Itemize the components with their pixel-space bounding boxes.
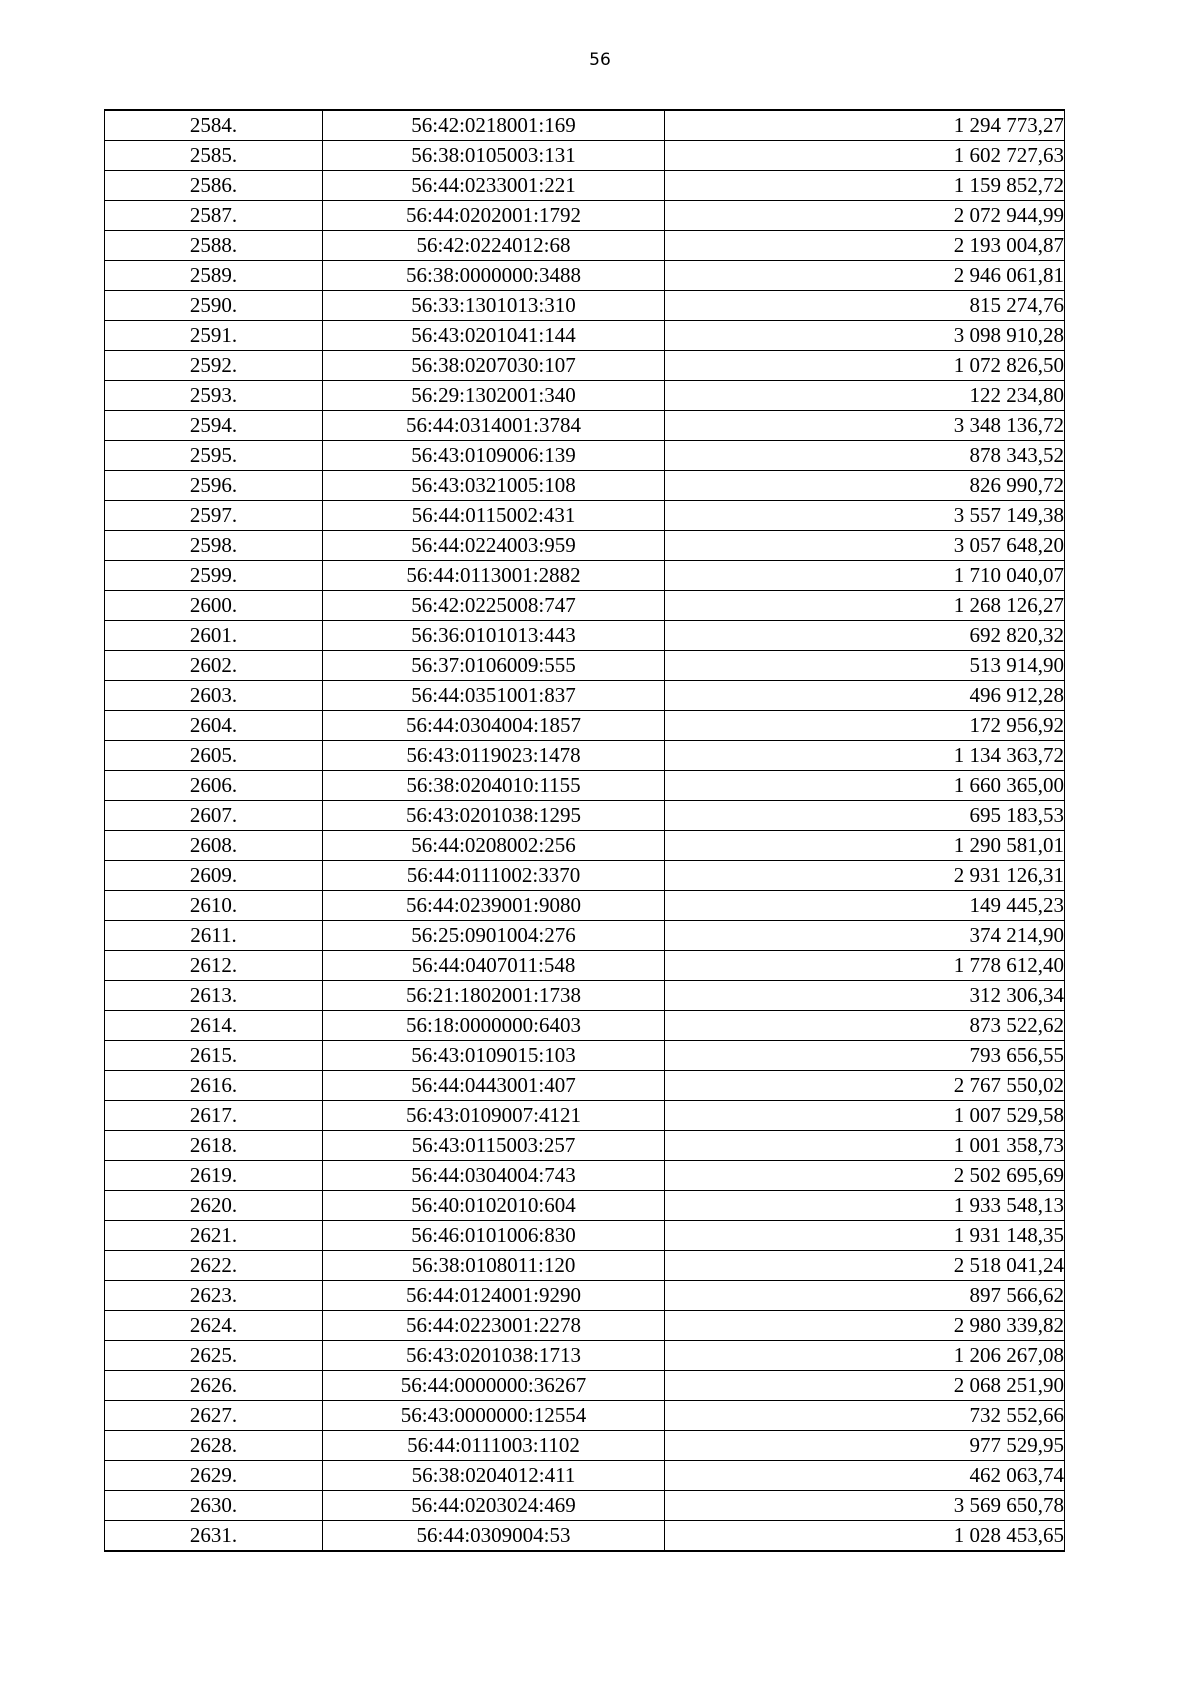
table-row: [105, 110, 1065, 141]
table-row: [105, 741, 1065, 771]
cadastral-value-cell: 695 183,53: [665, 801, 1065, 831]
table-body: [105, 110, 1065, 1551]
cadastral-value-cell: 3 557 149,38: [665, 501, 1065, 531]
cadastral-number-cell: 56:38:0000000:3488: [323, 261, 665, 291]
cadastral-number-cell: 56:21:1802001:1738: [323, 981, 665, 1011]
table-row: [105, 441, 1065, 471]
table-row: [105, 231, 1065, 261]
table-row: [105, 411, 1065, 441]
cadastral-value-cell: 1 001 358,73: [665, 1131, 1065, 1161]
cadastral-number-cell: 56:44:0304004:1857: [323, 711, 665, 741]
cadastral-value-cell: 149 445,23: [665, 891, 1065, 921]
table-row: [105, 621, 1065, 651]
cadastral-number-cell: 56:46:0101006:830: [323, 1221, 665, 1251]
table-row: [105, 1251, 1065, 1281]
cadastral-value-cell: 2 072 944,99: [665, 201, 1065, 231]
cadastral-number-cell: 56:44:0113001:2882: [323, 561, 665, 591]
row-number-cell: 2606.: [105, 771, 323, 801]
cadastral-value-cell: 2 518 041,24: [665, 1251, 1065, 1281]
row-number-cell: 2616.: [105, 1071, 323, 1101]
cadastral-value-cell: 1 268 126,27: [665, 591, 1065, 621]
cadastral-value-cell: 1 778 612,40: [665, 951, 1065, 981]
table-row: [105, 321, 1065, 351]
row-number-cell: 2600.: [105, 591, 323, 621]
cadastral-value-cell: 692 820,32: [665, 621, 1065, 651]
table-row: [105, 261, 1065, 291]
cadastral-value-cell: 1 072 826,50: [665, 351, 1065, 381]
cadastral-number-cell: 56:44:0233001:221: [323, 171, 665, 201]
cadastral-number-cell: 56:43:0109015:103: [323, 1041, 665, 1071]
row-number-cell: 2601.: [105, 621, 323, 651]
table-row: [105, 381, 1065, 411]
row-number-cell: 2609.: [105, 861, 323, 891]
cadastral-number-cell: 56:43:0000000:12554: [323, 1401, 665, 1431]
cadastral-value-cell: 1 159 852,72: [665, 171, 1065, 201]
cadastral-value-cell: 878 343,52: [665, 441, 1065, 471]
row-number-cell: 2588.: [105, 231, 323, 261]
row-number-cell: 2618.: [105, 1131, 323, 1161]
row-number-cell: 2628.: [105, 1431, 323, 1461]
row-number-cell: 2586.: [105, 171, 323, 201]
row-number-cell: 2599.: [105, 561, 323, 591]
table-row: [105, 681, 1065, 711]
cadastral-number-cell: 56:38:0108011:120: [323, 1251, 665, 1281]
table-row: [105, 1281, 1065, 1311]
table-row: [105, 1221, 1065, 1251]
table-row: [105, 1131, 1065, 1161]
cadastral-number-cell: 56:44:0224003:959: [323, 531, 665, 561]
row-number-cell: 2595.: [105, 441, 323, 471]
table-row: [105, 471, 1065, 501]
cadastral-value-cell: 897 566,62: [665, 1281, 1065, 1311]
cadastral-number-cell: 56:43:0201038:1713: [323, 1341, 665, 1371]
row-number-cell: 2587.: [105, 201, 323, 231]
table-row: [105, 501, 1065, 531]
table-row: [105, 591, 1065, 621]
row-number-cell: 2610.: [105, 891, 323, 921]
cadastral-number-cell: 56:43:0321005:108: [323, 471, 665, 501]
cadastral-number-cell: 56:36:0101013:443: [323, 621, 665, 651]
row-number-cell: 2602.: [105, 651, 323, 681]
cadastral-number-cell: 56:43:0201041:144: [323, 321, 665, 351]
cadastral-value-cell: 312 306,34: [665, 981, 1065, 1011]
cadastral-number-cell: 56:29:1302001:340: [323, 381, 665, 411]
row-number-cell: 2625.: [105, 1341, 323, 1371]
row-number-cell: 2608.: [105, 831, 323, 861]
table-row: [105, 1431, 1065, 1461]
table-row: [105, 201, 1065, 231]
table-row: [105, 1041, 1065, 1071]
cadastral-number-cell: 56:43:0201038:1295: [323, 801, 665, 831]
cadastral-value-cell: 374 214,90: [665, 921, 1065, 951]
table-row: [105, 981, 1065, 1011]
row-number-cell: 2594.: [105, 411, 323, 441]
table-row: [105, 1491, 1065, 1521]
cadastral-value-cell: 1 290 581,01: [665, 831, 1065, 861]
cadastral-value-cell: 1 931 148,35: [665, 1221, 1065, 1251]
table-row: [105, 1371, 1065, 1401]
cadastral-number-cell: 56:44:0314001:3784: [323, 411, 665, 441]
cadastral-number-cell: 56:33:1301013:310: [323, 291, 665, 321]
cadastral-number-cell: 56:38:0105003:131: [323, 141, 665, 171]
cadastral-value-cell: 172 956,92: [665, 711, 1065, 741]
cadastral-value-cell: 1 206 267,08: [665, 1341, 1065, 1371]
table-row: [105, 801, 1065, 831]
row-number-cell: 2614.: [105, 1011, 323, 1041]
cadastral-number-cell: 56:44:0407011:548: [323, 951, 665, 981]
cadastral-number-cell: 56:38:0204010:1155: [323, 771, 665, 801]
table-row: [105, 891, 1065, 921]
row-number-cell: 2624.: [105, 1311, 323, 1341]
cadastral-value-cell: 2 767 550,02: [665, 1071, 1065, 1101]
table-row: [105, 291, 1065, 321]
table-row: [105, 1101, 1065, 1131]
row-number-cell: 2629.: [105, 1461, 323, 1491]
row-number-cell: 2627.: [105, 1401, 323, 1431]
cadastral-value-cell: 513 914,90: [665, 651, 1065, 681]
cadastral-number-cell: 56:44:0203024:469: [323, 1491, 665, 1521]
row-number-cell: 2589.: [105, 261, 323, 291]
cadastral-value-table: [104, 109, 1065, 1552]
cadastral-number-cell: 56:42:0225008:747: [323, 591, 665, 621]
table-row: [105, 1011, 1065, 1041]
cadastral-number-cell: 56:44:0223001:2278: [323, 1311, 665, 1341]
cadastral-number-cell: 56:38:0207030:107: [323, 351, 665, 381]
row-number-cell: 2584.: [105, 110, 323, 141]
cadastral-value-cell: 2 946 061,81: [665, 261, 1065, 291]
row-number-cell: 2631.: [105, 1521, 323, 1552]
cadastral-number-cell: 56:44:0202001:1792: [323, 201, 665, 231]
cadastral-number-cell: 56:44:0111002:3370: [323, 861, 665, 891]
row-number-cell: 2603.: [105, 681, 323, 711]
cadastral-number-cell: 56:18:0000000:6403: [323, 1011, 665, 1041]
cadastral-value-cell: 1 294 773,27: [665, 110, 1065, 141]
table-row: [105, 771, 1065, 801]
cadastral-number-cell: 56:37:0106009:555: [323, 651, 665, 681]
cadastral-value-cell: 873 522,62: [665, 1011, 1065, 1041]
cadastral-value-cell: 122 234,80: [665, 381, 1065, 411]
row-number-cell: 2626.: [105, 1371, 323, 1401]
cadastral-value-cell: 1 710 040,07: [665, 561, 1065, 591]
cadastral-number-cell: 56:43:0109007:4121: [323, 1101, 665, 1131]
row-number-cell: 2630.: [105, 1491, 323, 1521]
row-number-cell: 2605.: [105, 741, 323, 771]
cadastral-value-cell: 3 348 136,72: [665, 411, 1065, 441]
row-number-cell: 2611.: [105, 921, 323, 951]
table-row: [105, 1401, 1065, 1431]
row-number-cell: 2619.: [105, 1161, 323, 1191]
cadastral-value-cell: 3 098 910,28: [665, 321, 1065, 351]
cadastral-number-cell: 56:44:0000000:36267: [323, 1371, 665, 1401]
cadastral-number-cell: 56:25:0901004:276: [323, 921, 665, 951]
cadastral-number-cell: 56:43:0119023:1478: [323, 741, 665, 771]
table-row: [105, 1071, 1065, 1101]
cadastral-number-cell: 56:40:0102010:604: [323, 1191, 665, 1221]
table-row: [105, 1191, 1065, 1221]
row-number-cell: 2585.: [105, 141, 323, 171]
row-number-cell: 2620.: [105, 1191, 323, 1221]
cadastral-number-cell: 56:44:0111003:1102: [323, 1431, 665, 1461]
cadastral-value-cell: 2 193 004,87: [665, 231, 1065, 261]
table-row: [105, 951, 1065, 981]
table-row: [105, 861, 1065, 891]
cadastral-value-cell: 2 980 339,82: [665, 1311, 1065, 1341]
row-number-cell: 2613.: [105, 981, 323, 1011]
cadastral-value-cell: 496 912,28: [665, 681, 1065, 711]
row-number-cell: 2604.: [105, 711, 323, 741]
row-number-cell: 2596.: [105, 471, 323, 501]
cadastral-value-cell: 3 057 648,20: [665, 531, 1065, 561]
table-row: [105, 651, 1065, 681]
cadastral-value-cell: 2 931 126,31: [665, 861, 1065, 891]
cadastral-value-cell: 1 007 529,58: [665, 1101, 1065, 1131]
cadastral-number-cell: 56:44:0115002:431: [323, 501, 665, 531]
table-row: [105, 561, 1065, 591]
page-number: 56: [589, 50, 611, 70]
cadastral-value-cell: 732 552,66: [665, 1401, 1065, 1431]
cadastral-value-cell: 2 502 695,69: [665, 1161, 1065, 1191]
cadastral-value-cell: 1 602 727,63: [665, 141, 1065, 171]
row-number-cell: 2623.: [105, 1281, 323, 1311]
cadastral-value-cell: 1 933 548,13: [665, 1191, 1065, 1221]
row-number-cell: 2591.: [105, 321, 323, 351]
row-number-cell: 2621.: [105, 1221, 323, 1251]
cadastral-value-cell: 1 028 453,65: [665, 1521, 1065, 1552]
row-number-cell: 2597.: [105, 501, 323, 531]
row-number-cell: 2615.: [105, 1041, 323, 1071]
cadastral-number-cell: 56:44:0208002:256: [323, 831, 665, 861]
cadastral-value-cell: 3 569 650,78: [665, 1491, 1065, 1521]
cadastral-number-cell: 56:44:0351001:837: [323, 681, 665, 711]
cadastral-value-cell: 815 274,76: [665, 291, 1065, 321]
cadastral-number-cell: 56:42:0224012:68: [323, 231, 665, 261]
row-number-cell: 2617.: [105, 1101, 323, 1131]
row-number-cell: 2598.: [105, 531, 323, 561]
row-number-cell: 2592.: [105, 351, 323, 381]
cadastral-number-cell: 56:44:0304004:743: [323, 1161, 665, 1191]
cadastral-value-cell: 826 990,72: [665, 471, 1065, 501]
cadastral-number-cell: 56:43:0109006:139: [323, 441, 665, 471]
cadastral-value-cell: 1 660 365,00: [665, 771, 1065, 801]
cadastral-value-cell: 2 068 251,90: [665, 1371, 1065, 1401]
table-row: [105, 831, 1065, 861]
table-row: [105, 711, 1065, 741]
table-row: [105, 1341, 1065, 1371]
cadastral-number-cell: 56:38:0204012:411: [323, 1461, 665, 1491]
cadastral-value-cell: 793 656,55: [665, 1041, 1065, 1071]
table-row: [105, 171, 1065, 201]
cadastral-number-cell: 56:44:0309004:53: [323, 1521, 665, 1552]
row-number-cell: 2590.: [105, 291, 323, 321]
cadastral-number-cell: 56:43:0115003:257: [323, 1131, 665, 1161]
table-row: [105, 1161, 1065, 1191]
row-number-cell: 2607.: [105, 801, 323, 831]
table-row: [105, 921, 1065, 951]
row-number-cell: 2622.: [105, 1251, 323, 1281]
table-row: [105, 141, 1065, 171]
cadastral-number-cell: 56:44:0443001:407: [323, 1071, 665, 1101]
cadastral-number-cell: 56:42:0218001:169: [323, 110, 665, 141]
table-row: [105, 1461, 1065, 1491]
cadastral-value-cell: 977 529,95: [665, 1431, 1065, 1461]
cadastral-value-cell: 462 063,74: [665, 1461, 1065, 1491]
row-number-cell: 2612.: [105, 951, 323, 981]
table-row: [105, 531, 1065, 561]
cadastral-number-cell: 56:44:0124001:9290: [323, 1281, 665, 1311]
table-row: [105, 351, 1065, 381]
table-row: [105, 1521, 1065, 1552]
table-row: [105, 1311, 1065, 1341]
row-number-cell: 2593.: [105, 381, 323, 411]
cadastral-value-cell: 1 134 363,72: [665, 741, 1065, 771]
cadastral-number-cell: 56:44:0239001:9080: [323, 891, 665, 921]
